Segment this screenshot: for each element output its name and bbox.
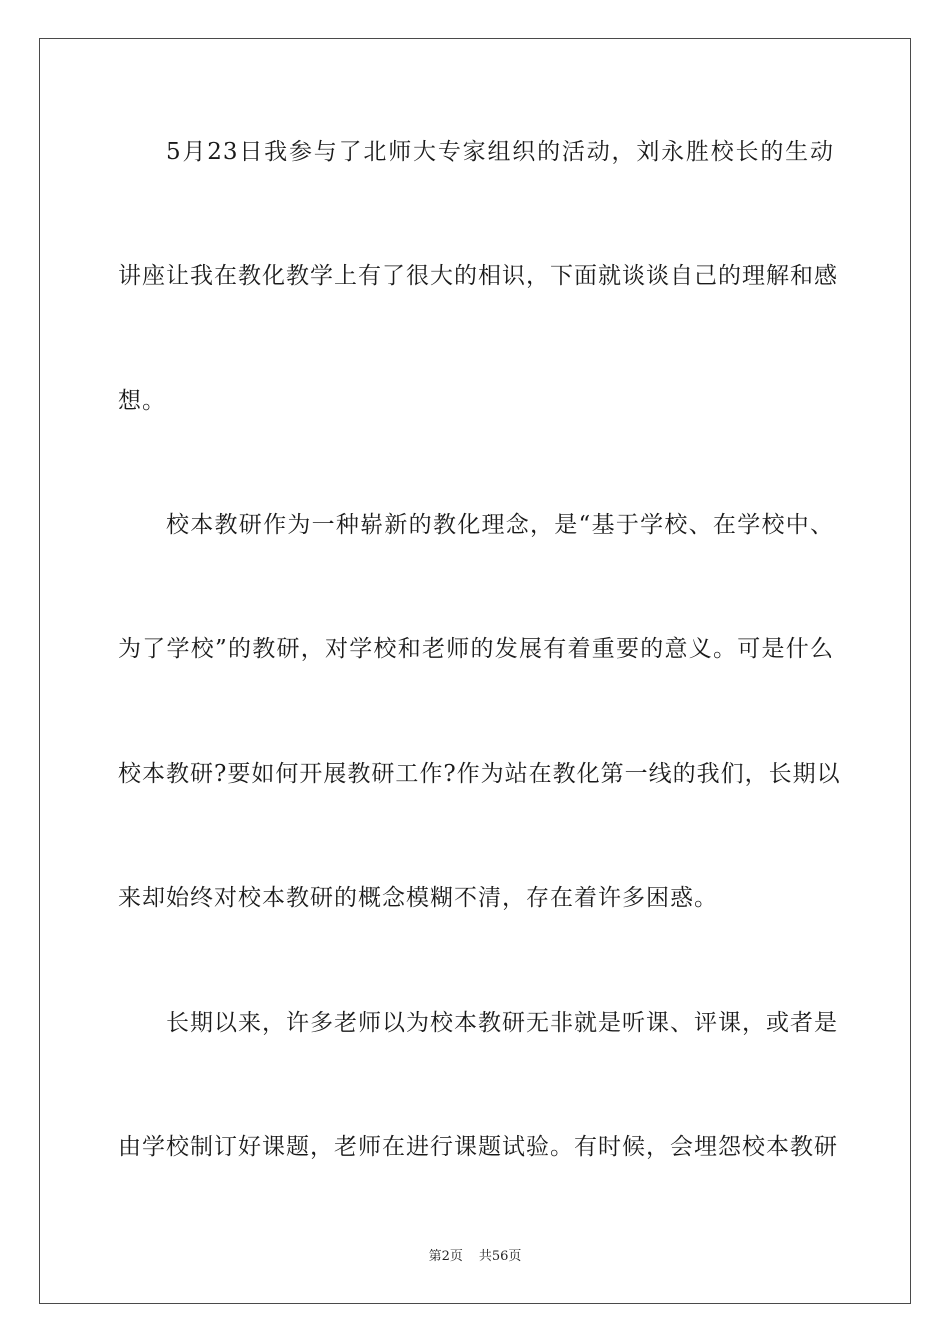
page-number: 第2页 [428, 1249, 463, 1264]
text-line: 由学校制订好课题，老师在进行课题试验。有时候，会埋怨校本教研 [118, 1134, 838, 1160]
page-frame [39, 38, 911, 1304]
text-line: 5月23日我参与了北师大专家组织的活动，刘永胜校长的生动 [166, 139, 834, 165]
text-line: 想。 [118, 388, 166, 414]
text-line: 校本教研?要如何开展教研工作?作为站在教化第一线的我们，长期以 [118, 761, 841, 787]
text-line: 校本教研作为一种崭新的教化理念，是“基于学校、在学校中、 [166, 512, 834, 538]
text-line: 来却始终对校本教研的概念模糊不清，存在着许多困惑。 [118, 885, 718, 911]
text-line: 为了学校”的教研，对学校和老师的发展有着重要的意义。可是什么 [118, 636, 834, 662]
page-footer [0, 1248, 950, 1266]
text-line: 长期以来，许多老师以为校本教研无非就是听课、评课，或者是 [166, 1010, 838, 1036]
page-total: 共56页 [478, 1249, 522, 1264]
text-line: 讲座让我在教化教学上有了很大的相识，下面就谈谈自己的理解和感 [118, 263, 838, 289]
